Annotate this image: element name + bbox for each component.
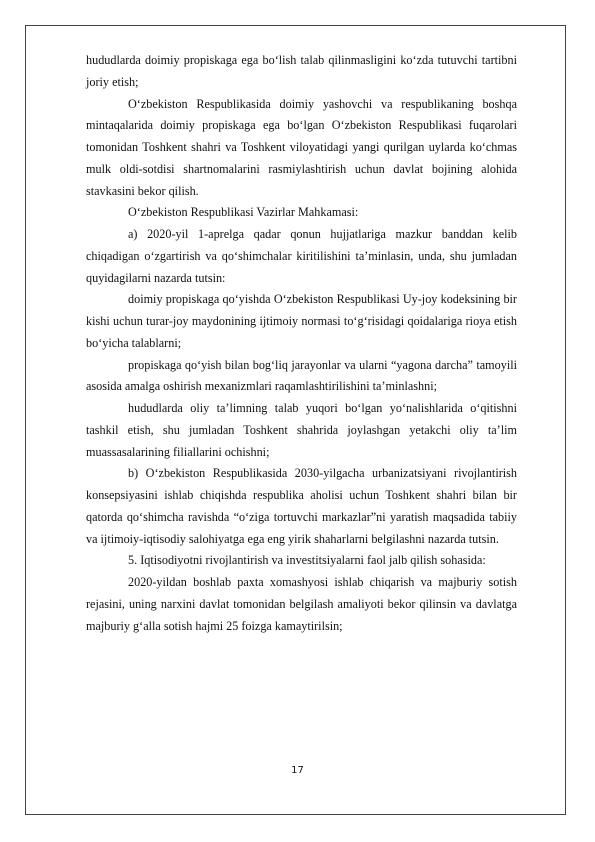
paragraph: O‘zbekiston Respublikasida doimiy yashovchi va respublikaning boshqa mintaqalarida doimiy propiskaga ega bo‘lgan O‘zbekiston Respublikasi fuqarolari tomonidan Toshkent shahri va Toshkent viloyatidagi yangi qurilgan uylarda ko‘chmas mulk oldi-sotdisi shartnomalarini rasmiylashtirish uchun davlat bojining alohida stavkasini bekor qilish. [86,96,517,198]
paragraph: 5. Iqtisodiyotni rivojlantirish va investitsiyalarni faol jalb qilish sohasida: [128,553,486,568]
paragraph: O‘zbekiston Respublikasi Vazirlar Mahkamasi: [128,205,359,220]
paragraph: propiskaga qo‘yish bilan bog‘liq jarayonlar va ularni “yagona darcha” tamoyili asosida amalga oshirish mexanizmlari raqamlashtirilishini ta’minlashni; [86,357,517,394]
paragraph: a) 2020-yil 1-aprelga qadar qonun hujjatlariga mazkur banddan kelib chiqadigan o‘zgartirish va qo‘shimchalar kiritilishini ta’minlasin, unda, shu jumladan quyidagilarni nazarda tutsin: [86,227,517,285]
paragraph: hududlarda doimiy propiskaga ega bo‘lish talab qilinmasligini ko‘zda tutuvchi tartibni joriy etish; [86,53,517,89]
page-number: 17 [291,765,304,776]
paragraph: hududlarda oliy ta’limning talab yuqori bo‘lgan yo‘nalishlarida o‘qitishni tashkil etish, shu jumladan Toshkent shahrida joylashgan yetakchi oliy ta’lim muassasalarining filiallarini ochishni; [86,401,517,459]
paragraph: 2020-yildan boshlab paxta xomashyosi ishlab chiqarish va majburiy sotish rejasini, uning narxini davlat tomonidan belgilash amaliyoti bekor qilinsin va davlatga majburiy g‘alla sotish hajmi 25 foizga kamaytirilsin; [86,575,517,633]
paragraph: doimiy propiskaga qo‘yishda O‘zbekiston Respublikasi Uy-joy kodeksining bir kishi uchun turar-joy maydonining ijtimoiy normasi to‘g‘risidagi qoidalariga rioya etish bo‘yicha talablarni; [86,292,517,350]
document-body [86,50,517,637]
paragraph: b) O‘zbekiston Respublikasida 2030-yilgacha urbanizatsiyani rivojlantirish konsepsiyasini ishlab chiqishda respublika aholisi uchun Toshkent shahri bilan bir qatorda qo‘shimcha ravishda “o‘ziga tortuvchi markazlar”ni yaratish maqsadida tabiiy va ijtimoiy-iqtisodiy salohiyatga ega eng yirik shaharlarni belgilashni nazarda tutsin. [86,466,517,546]
